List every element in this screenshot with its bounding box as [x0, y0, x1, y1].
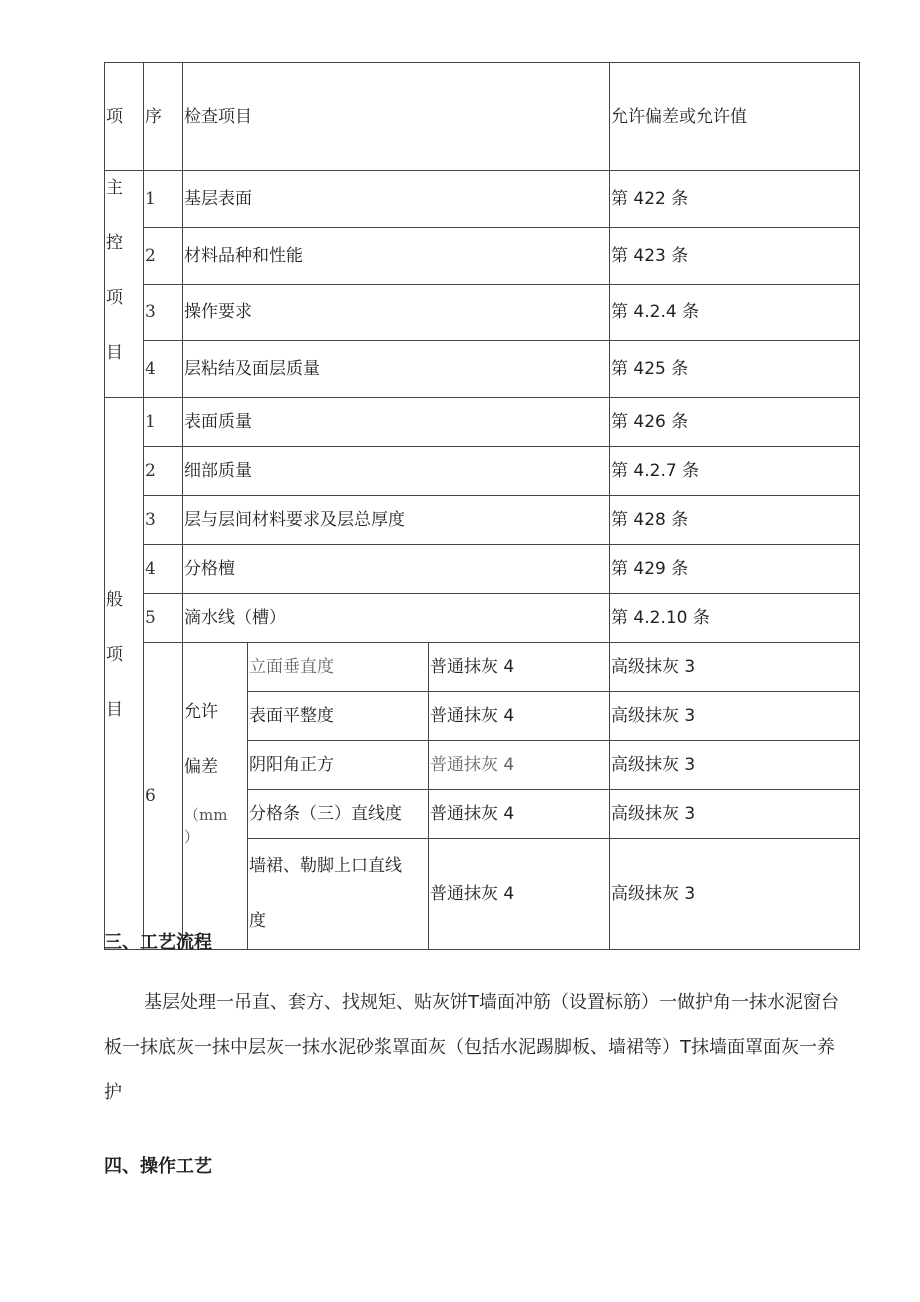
value-cell: 第 422 条: [610, 171, 860, 228]
tolerance-normal-cell: 普通抹灰 4: [429, 839, 610, 950]
main-category-char: 目: [106, 343, 123, 363]
tolerance-row: [105, 643, 860, 692]
tolerance-normal-cell: 普通抹灰 4: [429, 643, 610, 692]
tolerance-label-line: 偏差: [184, 757, 218, 777]
value-cell: 第 423 条: [610, 227, 860, 284]
tolerance-high-cell: 高级抹灰 3: [610, 790, 860, 839]
tolerance-seq-cell: 6: [144, 643, 183, 950]
seq-cell: 5: [144, 594, 183, 643]
table-row: [105, 594, 860, 643]
main-category-cell: [105, 171, 144, 398]
main-category-char: 主: [106, 178, 123, 198]
tolerance-normal-cell: 普通抹灰 4: [429, 741, 610, 790]
table-row: [105, 341, 860, 398]
table-header-row: [105, 63, 860, 171]
tolerance-item-cell: 立面垂直度: [248, 643, 429, 692]
tolerance-label-line: ）: [184, 828, 200, 846]
tolerance-high-cell: 高级抹灰 3: [610, 839, 860, 950]
value-cell: 第 425 条: [610, 341, 860, 398]
value-cell: 第 429 条: [610, 545, 860, 594]
table-row: [105, 545, 860, 594]
header-value: 允许偏差或允许值: [610, 63, 860, 171]
item-cell: 层粘结及面层质量: [183, 341, 610, 398]
tolerance-item-cell: [248, 839, 429, 950]
value-cell: 第 426 条: [610, 398, 860, 447]
item-cell: 细部质量: [183, 447, 610, 496]
table-row: [105, 284, 860, 341]
header-item: 检查项目: [183, 63, 610, 171]
value-cell: 第 4.2.4 条: [610, 284, 860, 341]
tolerance-normal-cell: 普通抹灰 4: [429, 790, 610, 839]
tolerance-item-line: 墙裙、勒脚上口直线: [249, 856, 402, 876]
value-cell: 第 428 条: [610, 496, 860, 545]
tolerance-high-cell: 高级抹灰 3: [610, 741, 860, 790]
section3-text: 基层处理一吊直、套方、找规矩、贴灰饼T墙面冲筋（设置标筋）一做护角一抹水泥窗台板一抹底灰一抹中层灰一抹水泥砂浆罩面灰（包括水泥踢脚板、墙裙等）T抹墙面罩面灰一养护: [104, 992, 839, 1103]
item-cell: 滴水线（槽）: [183, 594, 610, 643]
seq-cell: 4: [144, 545, 183, 594]
header-category: 项: [105, 63, 144, 171]
section4-title: 四、操作工艺: [104, 1156, 212, 1177]
seq-cell: 1: [144, 398, 183, 447]
tolerance-label-line: （mm: [184, 806, 228, 824]
tolerance-label-line: 允许: [184, 702, 218, 722]
item-cell: 材料品种和性能: [183, 227, 610, 284]
general-category-char: 般: [106, 590, 123, 610]
header-seq: 序: [144, 63, 183, 171]
table-row: [105, 496, 860, 545]
item-cell: 操作要求: [183, 284, 610, 341]
section3-title: 三、工艺流程: [104, 932, 212, 953]
item-cell: 分格檀: [183, 545, 610, 594]
seq-cell: 2: [144, 227, 183, 284]
tolerance-item-cell: 阴阳角正方: [248, 741, 429, 790]
item-cell: 层与层间材料要求及层总厚度: [183, 496, 610, 545]
value-cell: 第 4.2.10 条: [610, 594, 860, 643]
tolerance-item-cell: 表面平整度: [248, 692, 429, 741]
table-row: [105, 447, 860, 496]
inspection-table: [104, 62, 860, 950]
tolerance-item-line: 度: [249, 911, 266, 931]
seq-cell: 2: [144, 447, 183, 496]
general-category-cell: [105, 398, 144, 950]
tolerance-normal-cell: 普通抹灰 4: [429, 692, 610, 741]
tolerance-item-cell: 分格条（三）直线度: [248, 790, 429, 839]
seq-cell: 3: [144, 496, 183, 545]
tolerance-label-cell: [183, 643, 248, 950]
tolerance-high-cell: 高级抹灰 3: [610, 643, 860, 692]
item-cell: 基层表面: [183, 171, 610, 228]
main-category-char: 项: [106, 288, 123, 308]
table-row: [105, 227, 860, 284]
tolerance-high-cell: 高级抹灰 3: [610, 692, 860, 741]
table-row: [105, 171, 860, 228]
item-cell: 表面质量: [183, 398, 610, 447]
main-category-char: 控: [106, 233, 123, 253]
seq-cell: 3: [144, 284, 183, 341]
seq-cell: 1: [144, 171, 183, 228]
table-row: [105, 398, 860, 447]
value-cell: 第 4.2.7 条: [610, 447, 860, 496]
general-category-char: 项: [106, 645, 123, 665]
general-category-char: 目: [106, 700, 123, 720]
seq-cell: 4: [144, 341, 183, 398]
